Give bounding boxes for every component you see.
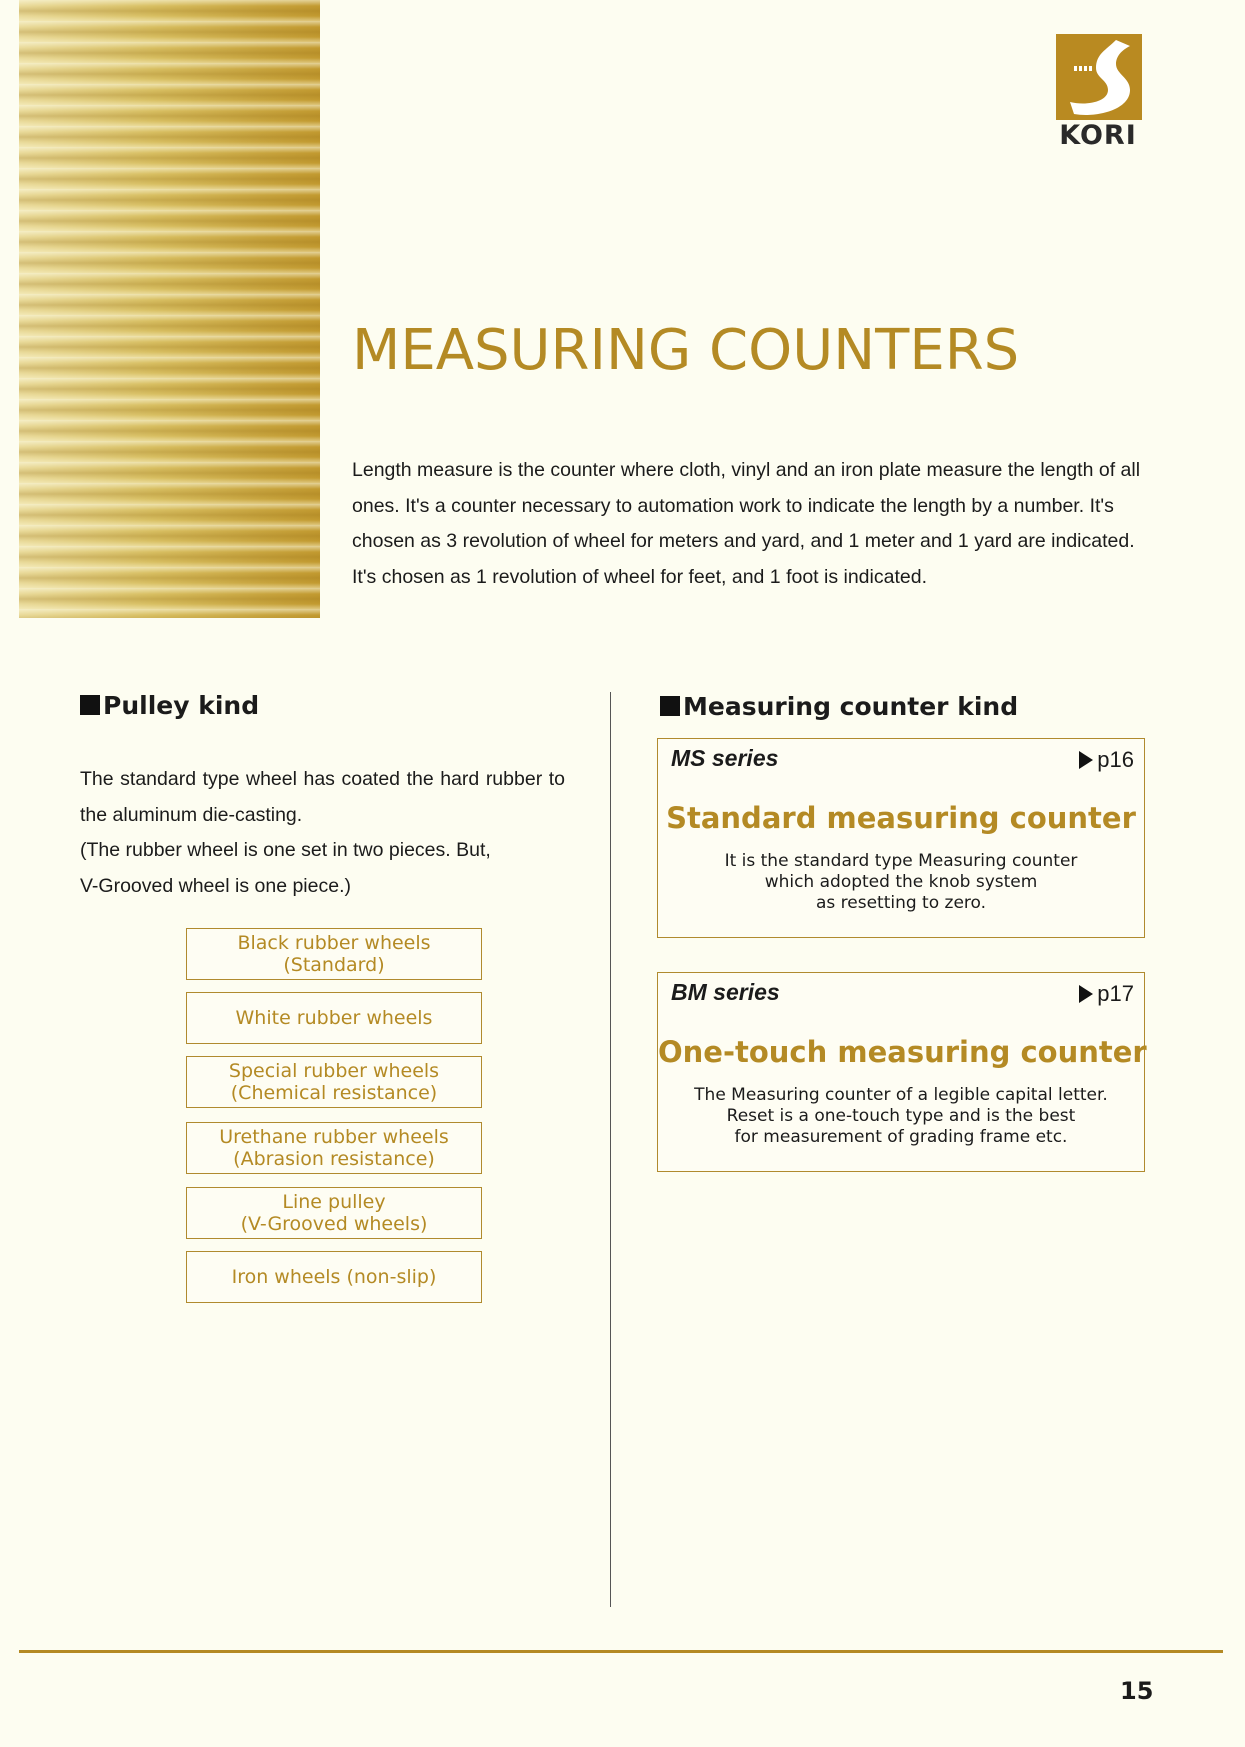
wheel-box-iron: Iron wheels (non-slip) (186, 1251, 482, 1303)
page-reference: p17 (1079, 981, 1134, 1007)
series-card-ms (657, 738, 1145, 938)
footer-rule (19, 1650, 1223, 1653)
square-bullet-icon (660, 696, 680, 716)
series-description: It is the standard type Measuring counter which adopted the knob system as resetting to zero. (724, 851, 1078, 913)
series-title: One-touch measuring counter (658, 1035, 1147, 1069)
logo-text: KORI (1059, 120, 1137, 151)
square-bullet-icon (80, 695, 100, 715)
page-number: 15 (1120, 1677, 1154, 1705)
counter-heading: Measuring counter kind (660, 692, 1018, 721)
series-name: BM series (671, 979, 780, 1005)
triangle-right-icon (1079, 751, 1093, 769)
brand-logo (1052, 34, 1144, 149)
series-title: Standard measuring counter (666, 801, 1136, 835)
wheel-box-special-rubber: Special rubber wheels (Chemical resistance) (186, 1056, 482, 1108)
page-title: MEASURING COUNTERS (352, 318, 1020, 383)
pulley-heading: Pulley kind (80, 691, 259, 720)
wheel-box-urethane-rubber: Urethane rubber wheels (Abrasion resistance) (186, 1122, 482, 1174)
series-name: MS series (671, 745, 779, 771)
column-divider (610, 692, 611, 1607)
logo-mark-icon (1056, 34, 1142, 120)
triangle-right-icon (1079, 985, 1093, 1003)
wheel-box-line-pulley: Line pulley (V-Grooved wheels) (186, 1187, 482, 1239)
series-card-bm (657, 972, 1145, 1172)
wheel-box-black-rubber: Black rubber wheels (Standard) (186, 928, 482, 980)
pulley-note-line2: V-Grooved wheel is one piece.) (80, 874, 351, 897)
pulley-description-text: The standard type wheel has coated the hard rubber to the aluminum die-casting. (80, 768, 565, 826)
wheel-box-white-rubber: White rubber wheels (186, 992, 482, 1044)
series-description: The Measuring counter of a legible capital letter. Reset is a one-touch type and is the best for measurement of grading frame etc. (694, 1085, 1108, 1147)
intro-paragraph: Length measure is the counter where cloth, vinyl and an iron plate measure the length of all ones. It's a counter necessary to automation work to indicate the length by a number. It's chosen as 3 revolution of wheel for meters and yard, and 1 meter and 1 yard are indicated. It's chosen as 1 revolution of wheel for feet, and 1 foot is indicated. (352, 459, 1141, 588)
pulley-note-line1: (The rubber wheel is one set in two pieces. But, (80, 839, 491, 861)
decorative-gold-stripes (19, 0, 320, 618)
page-reference: p16 (1079, 747, 1134, 773)
pulley-description (80, 762, 565, 904)
